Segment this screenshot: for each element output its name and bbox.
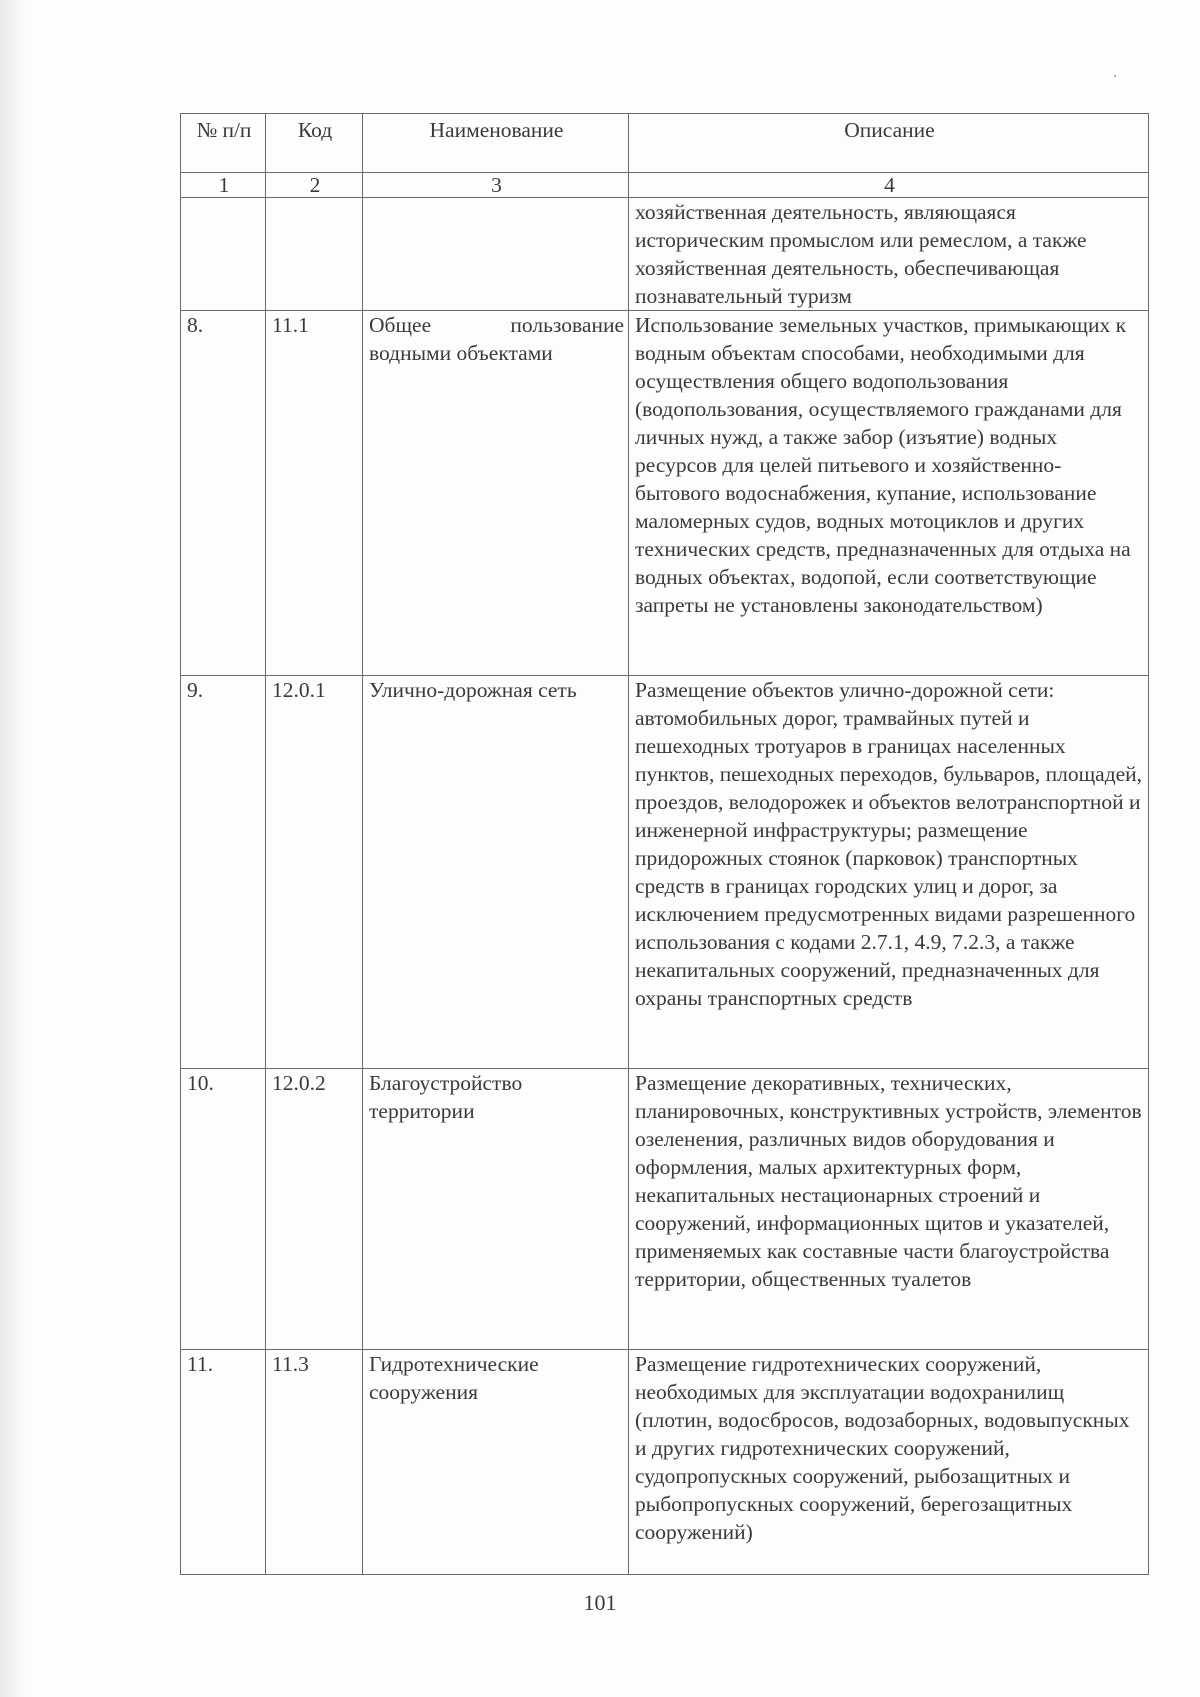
row-num-cell: 10. (181, 1069, 266, 1350)
table-row (181, 198, 1149, 311)
row-num-cell: 8. (181, 311, 266, 676)
row-name-cell: Улично-дорожная сеть (363, 676, 629, 1069)
table-row (181, 1069, 1149, 1350)
row-description-cell: Размещение гидротехнических сооружений, необходимых для эксплуатации водохранилищ (плотин, водосбросов, водозаборных, водовыпускных и других гидротехнических сооружений, судопропускных сооружений, рыбозащитных и рыбопропускных сооружений, берегозащитных сооружений) (629, 1350, 1149, 1575)
column-number-row (181, 173, 1149, 198)
row-description-cell: Размещение декоративных, технических, планировочных, конструктивных устройств, элементов озеленения, различных видов оборудования и оформления, малых архитектурных форм, некапитальных нестационарных строений и сооружений, информационных щитов и указателей, применяемых как составные части благоустройства территории, общественных туалетов (629, 1069, 1149, 1350)
row-num-cell (181, 198, 266, 311)
row-description-cell: Размещение объектов улично-дорожной сети: автомобильных дорог, трамвайных путей и пешеходных тротуаров в границах населенных пунктов, пешеходных переходов, бульваров, площадей, проездов, велодорожек и объектов велотранспортной и инженерной инфраструктуры; размещение придорожных стоянок (парковок) транспортных средств в границах городских улиц и дорог, за исключением предусмотренных видами разрешенного использования с кодами 2.7.1, 4.9, 7.2.3, а также некапитальных сооружений, предназначенных для охраны транспортных средств (629, 676, 1149, 1069)
row-code-cell (266, 198, 363, 311)
table-row (181, 676, 1149, 1069)
scan-edge-shadow (0, 0, 26, 1697)
header-num: № п/п (181, 114, 266, 173)
row-code-cell: 11.3 (266, 1350, 363, 1575)
row-name-cell (363, 198, 629, 311)
row-code-cell: 11.1 (266, 311, 363, 676)
land-use-table (180, 113, 1149, 1575)
row-description-cell: хозяйственная деятельность, являющаяся историческим промыслом или ремеслом, а также хозяйственная деятельность, обеспечивающая познавательный туризм (629, 198, 1149, 311)
column-number: 3 (363, 173, 629, 198)
scan-speck (1114, 75, 1116, 77)
header-description: Описание (629, 114, 1149, 173)
table-header-row (181, 114, 1149, 173)
column-number: 2 (266, 173, 363, 198)
header-code: Код (266, 114, 363, 173)
row-num-cell: 9. (181, 676, 266, 1069)
row-code-cell: 12.0.1 (266, 676, 363, 1069)
row-code-cell: 12.0.2 (266, 1069, 363, 1350)
header-name: Наименование (363, 114, 629, 173)
column-number: 4 (629, 173, 1149, 198)
row-num-cell: 11. (181, 1350, 266, 1575)
row-name-cell: Гидротехнические сооружения (363, 1350, 629, 1575)
column-number: 1 (181, 173, 266, 198)
row-name-cell: Общее пользование водными объектами (363, 311, 629, 676)
row-description-cell: Использование земельных участков, примыкающих к водным объектам способами, необходимыми для осуществления общего водопользования (водопользования, осуществляемого гражданами для личных нужд, а также забор (изъятие) водных ресурсов для целей питьевого и хозяйственно-бытового водоснабжения, купание, использование маломерных судов, водных мотоциклов и других технических средств, предназначенных для отдыха на водных объектах, водопой, если соответствующие запреты не установлены законодательством) (629, 311, 1149, 676)
table-row (181, 311, 1149, 676)
page-number: 101 (583, 1590, 617, 1615)
table-row (181, 1350, 1149, 1575)
row-name-cell: Благоустройство территории (363, 1069, 629, 1350)
